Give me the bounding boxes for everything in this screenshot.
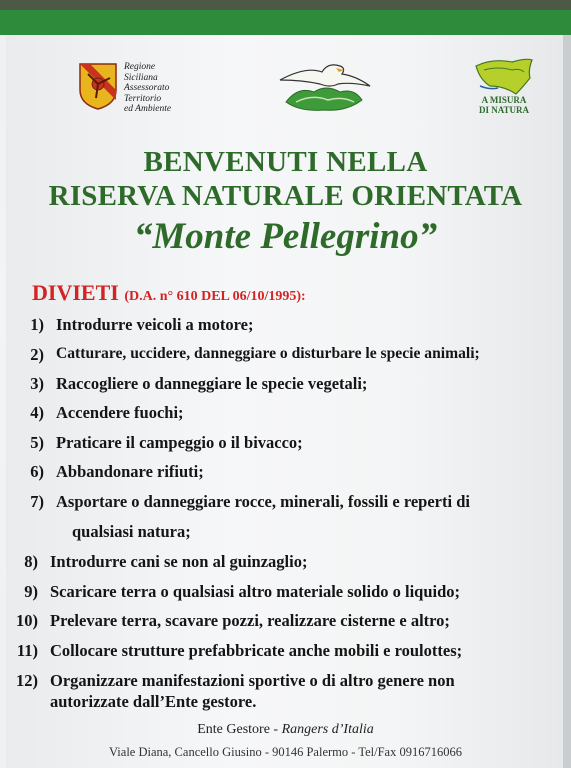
item-text-continuation: qualsiasi natura;: [72, 522, 191, 541]
item-text: Accendere fuochi;: [56, 403, 184, 422]
item-text: Asportare o danneggiare rocce, minerali, fossili e reperti di: [56, 492, 470, 511]
item-number: 12): [16, 671, 38, 690]
item-number: 6): [30, 462, 44, 481]
item-number: 9): [24, 582, 38, 601]
item-number: 5): [30, 433, 44, 452]
region-caption-line: ed Ambiente: [124, 104, 172, 114]
sicily-caption-line: DI NATURA: [478, 105, 530, 115]
item-text: Praticare il campeggio o il bivacco;: [56, 433, 303, 452]
item-text: Abbandonare rifiuti;: [56, 462, 204, 481]
green-header-band: [0, 10, 571, 35]
footer-managing-body: [0, 722, 571, 738]
item-text-continuation: autorizzate dall’Ente gestore.: [50, 692, 257, 711]
title-welcome: BENVENUTI NELLA: [143, 146, 428, 178]
region-caption-line: Siciliana: [124, 72, 158, 83]
region-caption-line: Territorio: [124, 93, 162, 104]
item-text: Catturare, uccidere, danneggiare o disturbare le specie animali;: [56, 345, 480, 362]
item-number: 4): [30, 403, 44, 422]
sign-edge-shadow: [563, 35, 571, 768]
footer-gestore-label: Ente Gestore -: [197, 722, 282, 737]
sicily-map-icon: [472, 56, 536, 96]
divieti-title: DIVIETI: [32, 280, 119, 305]
item-text: Raccogliere o danneggiare le specie vegetali;: [56, 374, 368, 393]
item-number: 7): [30, 492, 44, 511]
item-text: Prelevare terra, scavare pozzi, realizzare cisterne e altro;: [50, 611, 450, 630]
sign-frame-top: [0, 0, 571, 10]
divieti-heading: [32, 280, 306, 306]
item-number: 3): [30, 374, 44, 393]
item-text: Organizzare manifestazioni sportive o di altro genere non: [50, 671, 455, 690]
footer-gestore-name: Rangers d’Italia: [281, 722, 374, 737]
item-number: 2): [30, 345, 44, 364]
region-caption-line: Assessorato: [124, 83, 170, 93]
item-number: 11): [16, 641, 38, 660]
divieti-reference: (D.A. n° 610 DEL 06/10/1995):: [124, 289, 306, 304]
eagle-mountain-icon: [276, 58, 372, 116]
item-text: Collocare strutture prefabbricate anche mobili e roulottes;: [50, 641, 463, 660]
item-number: 10): [16, 611, 38, 630]
item-number: 1): [30, 315, 44, 334]
item-text: Scaricare terra o qualsiasi altro materiale solido o liquido;: [50, 582, 461, 601]
region-caption-line: Regione: [124, 62, 156, 72]
item-text: Introdurre veicoli a motore;: [56, 315, 254, 334]
footer-address: Viale Diana, Cancello Giusino - 90146 Palermo - Tel/Fax 0916716066: [109, 745, 462, 759]
item-number: 8): [24, 552, 38, 571]
item-text: Introdurre cani se non al guinzaglio;: [50, 552, 308, 571]
region-logo-caption: [124, 62, 194, 115]
title-reserve: RISERVA NATURALE ORIENTATA: [48, 180, 523, 212]
sicily-caption-line: A MISURA: [481, 95, 527, 105]
trinacria-shield-icon: [78, 62, 118, 110]
sicily-logo-caption: [466, 95, 542, 115]
title-reserve-name: “Monte Pellegrino”: [133, 216, 438, 257]
